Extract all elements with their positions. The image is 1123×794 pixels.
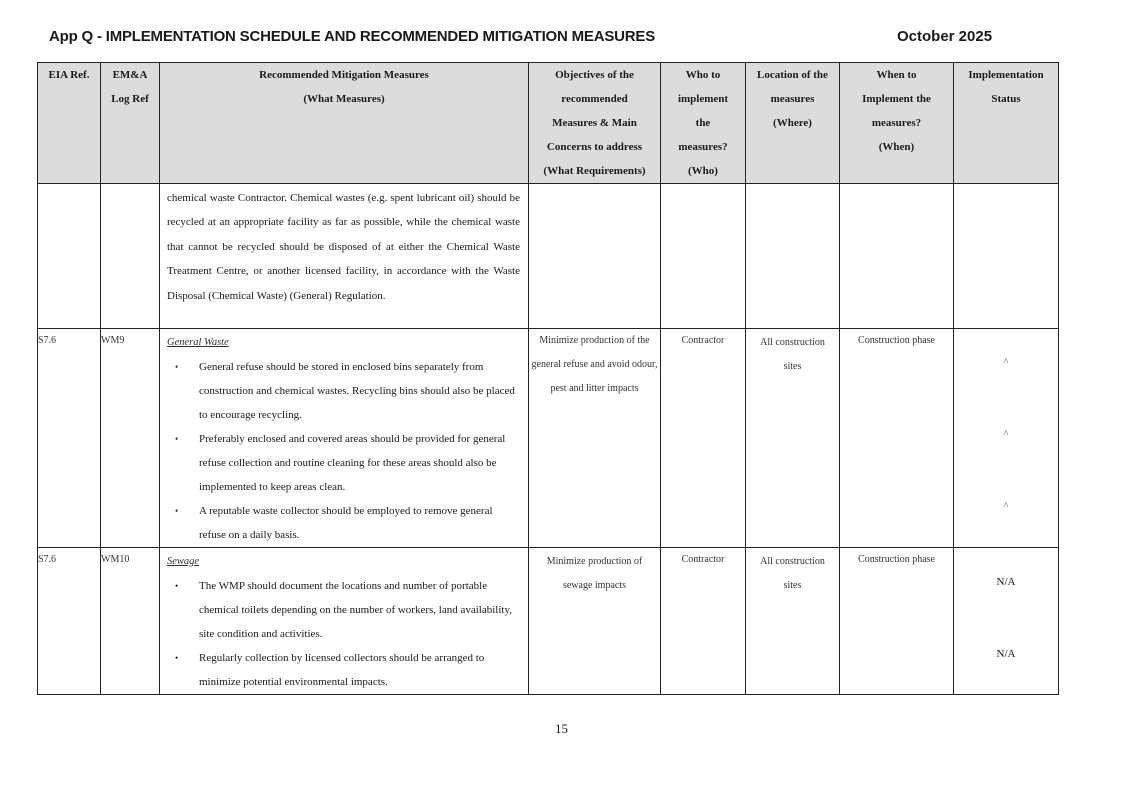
- cell-where: All construction sites: [746, 548, 840, 695]
- cell-eia-ref: [38, 184, 101, 329]
- bullet-icon: •: [175, 581, 179, 591]
- cell-status: [954, 184, 1059, 329]
- cell-who: Contractor: [661, 329, 746, 548]
- document-date: October 2025: [897, 28, 993, 45]
- column-header-where: Location of the measures (Where): [746, 63, 840, 184]
- column-header-measures: Recommended Mitigation Measures (What Measures): [160, 63, 529, 184]
- measure-topic: Sewage: [167, 556, 200, 567]
- bullet-icon: •: [175, 362, 179, 372]
- cell-log-ref: WM9: [101, 329, 160, 548]
- cell-measures: [160, 329, 529, 548]
- cell-where: All construction sites: [746, 329, 840, 548]
- cell-who: [661, 184, 746, 329]
- cell-when: Construction phase: [840, 329, 954, 548]
- column-header-objectives: Objectives of the recommended Measures & Main Concerns to address (What Requirements): [529, 63, 661, 184]
- list-item: • A reputable waste collector should be employed to remove general refuse on a daily basis.: [167, 499, 520, 547]
- cell-measures: [160, 548, 529, 695]
- implementation-schedule-table: [37, 62, 1059, 695]
- cell-objectives: Minimize production of the general refuse and avoid odour, pest and litter impacts: [529, 329, 661, 548]
- column-header-when: When to Implement the measures? (When): [840, 63, 954, 184]
- document-title: App Q - IMPLEMENTATION SCHEDULE AND RECOMMENDED MITIGATION MEASURES: [49, 28, 656, 45]
- cell-when: Construction phase: [840, 548, 954, 695]
- cell-eia-ref: S7.6: [38, 329, 101, 548]
- column-header-status: Implementation Status: [954, 63, 1059, 184]
- column-header-eia-ref: EIA Ref.: [38, 63, 101, 184]
- table-row-continuation: [38, 184, 1059, 329]
- list-item: • General refuse should be stored in enclosed bins separately from construction and chemical wastes. Recycling bins should also be placed to encourage recycling.: [167, 355, 520, 427]
- table-header-row: [38, 63, 1059, 184]
- bullet-icon: •: [175, 434, 179, 444]
- cell-log-ref: [101, 184, 160, 329]
- status-value: N/A: [996, 648, 1016, 660]
- cell-log-ref: WM10: [101, 548, 160, 695]
- cell-measures: [160, 184, 529, 329]
- bullet-icon: •: [175, 653, 179, 663]
- cell-objectives: [529, 184, 661, 329]
- measure-topic: General Waste: [167, 337, 229, 348]
- cell-objectives: Minimize production of sewage impacts: [529, 548, 661, 695]
- status-value: ^: [1003, 357, 1009, 368]
- table-row: [38, 548, 1059, 695]
- column-header-who: Who to implement the measures? (Who): [661, 63, 746, 184]
- status-value: ^: [1003, 429, 1009, 440]
- cell-status: [954, 548, 1059, 695]
- status-value: ^: [1003, 501, 1009, 512]
- page-number: 15: [555, 721, 568, 736]
- list-item: • Preferably enclosed and covered areas should be provided for general refuse collection and routine cleaning for these areas should also be implemented to keep areas clean.: [167, 427, 520, 499]
- table-row: [38, 329, 1059, 548]
- continuation-text: chemical waste Contractor. Chemical wastes (e.g. spent lubricant oil) should be recycled at an appropriate facility as far as possible, while the chemical waste that cannot be recycled should be disposed of at either the Chemical Waste Treatment Centre, or another licensed facility, in accordance with the Waste Disposal (Chemical Waste) (General) Regulation.: [167, 192, 520, 302]
- list-item: • The WMP should document the locations and number of portable chemical toilets depending on the number of workers, land availability, site condition and activities.: [167, 574, 520, 646]
- column-header-log-ref: EM&A Log Ref: [101, 63, 160, 184]
- cell-who: Contractor: [661, 548, 746, 695]
- list-item: • Regularly collection by licensed collectors should be arranged to minimize potential environmental impacts.: [167, 646, 520, 694]
- cell-status: [954, 329, 1059, 548]
- bullet-icon: •: [175, 506, 179, 516]
- cell-when: [840, 184, 954, 329]
- status-value: N/A: [996, 576, 1016, 588]
- cell-where: [746, 184, 840, 329]
- cell-eia-ref: S7.6: [38, 548, 101, 695]
